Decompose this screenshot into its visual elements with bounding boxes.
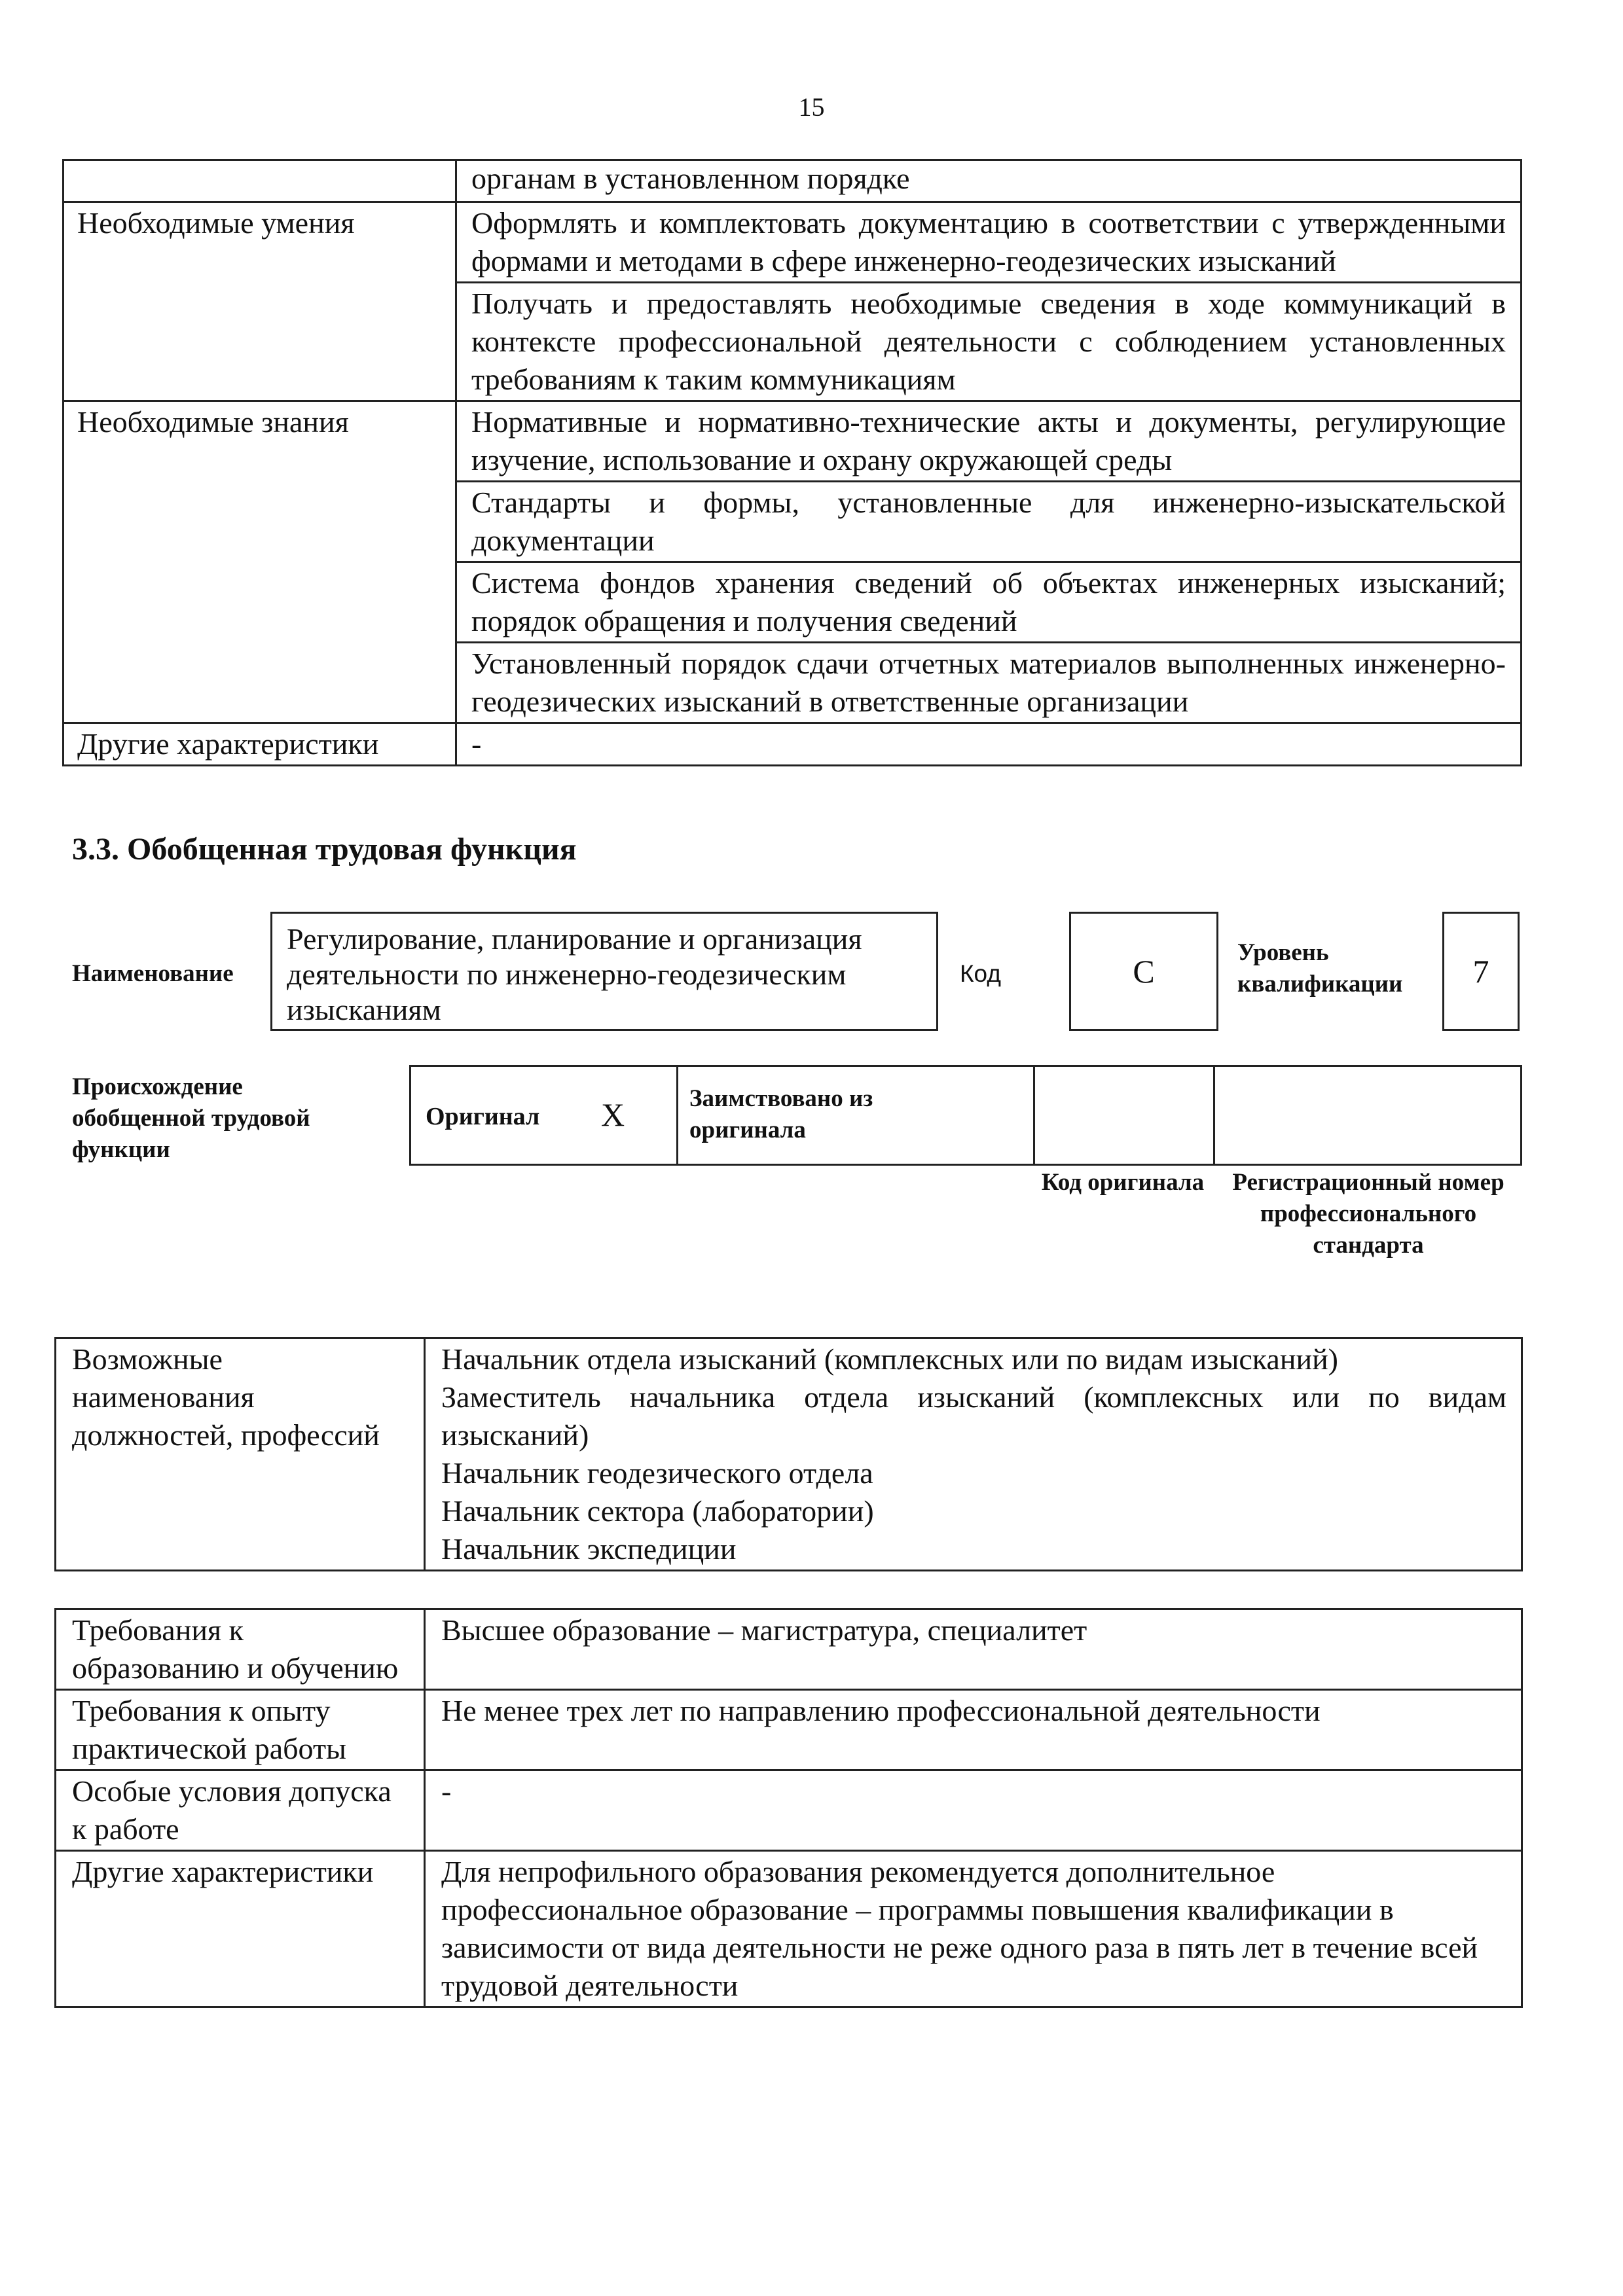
level-value: 7 [1472,953,1489,990]
code-original-caption: Код оригинала [1041,1169,1205,1196]
divider [1033,1067,1035,1164]
code-value: С [1133,953,1155,990]
requirement-label: Особые условия допуска к работе [56,1770,425,1851]
skills-knowledge-table [62,159,1522,766]
requirement-value: - [425,1770,1522,1851]
requirements-table [54,1608,1523,2008]
skills-label: Необходимые умения [64,202,456,401]
table-row [64,401,1522,482]
requirement-label: Требования к опыту практической работы [56,1690,425,1770]
table-row [64,160,1522,202]
table-row [56,1851,1522,2007]
list-item: Заместитель начальника отдела изысканий (комплексных или по видам изысканий) [441,1380,1506,1452]
table-row [56,1690,1522,1770]
knowledge-item: Установленный порядок сдачи отчетных материалов выполненных инженерно-геодезических изысканий в ответственные организации [456,643,1522,723]
origin-table [409,1065,1522,1166]
positions-list [425,1338,1522,1571]
code-label: Код [960,960,1001,987]
other-value: - [456,723,1522,766]
knowledge-label: Необходимые знания [64,401,456,723]
code-box [1069,912,1218,1031]
row-label [64,160,456,202]
divider [676,1067,678,1164]
reg-number-caption: Регистрационный номер профессионального стандарта [1232,1169,1504,1259]
function-name: Регулирование, планирование и организация деятельности по инженерно-геодезическим изысканиям [287,922,862,1026]
requirement-value: Не менее трех лет по направлению профессиональной деятельности [425,1690,1522,1770]
table-row [56,1609,1522,1690]
list-item: Начальник сектора (лаборатории) [441,1494,874,1528]
list-item: Начальник отдела изысканий (комплексных или по видам изысканий) [441,1342,1339,1376]
level-label: Уровень квалификации [1237,939,1403,997]
table-row [64,723,1522,766]
skill-item: Оформлять и комплектовать документацию в соответствии с утвержденными формами и методами в сфере инженерно-геодезических изысканий [456,202,1522,283]
knowledge-item: Система фондов хранения сведений об объектах инженерных изысканий; порядок обращения и получения сведений [456,562,1522,643]
requirement-value: Для непрофильного образования рекомендуется дополнительное профессиональное образование – программы повышения квалификации в зависимости от вида деятельности не реже одного раза в пять лет в течение всей трудовой деятельности [425,1851,1522,2007]
requirement-label: Другие характеристики [56,1851,425,2007]
list-item: Начальник геодезического отдела [441,1456,873,1490]
section-title: 3.3. Обобщенная трудовая функция [72,832,577,867]
knowledge-item: Стандарты и формы, установленные для инженерно-изыскательской документации [456,482,1522,562]
row-item: органам в установленном порядке [456,160,1522,202]
name-label: Наименование [72,960,234,987]
borrowed-label: Заимствовано из оригинала [689,1085,873,1143]
positions-label: Возможные наименования должностей, профессий [56,1338,425,1571]
level-box [1442,912,1520,1031]
original-label: Оригинал [426,1103,540,1130]
list-item: Начальник экспедиции [441,1532,737,1566]
table-row [64,202,1522,283]
original-mark: X [601,1096,625,1133]
name-box [270,912,938,1031]
page-number: 15 [798,92,825,122]
table-row [56,1338,1522,1571]
divider [1213,1067,1215,1164]
table-row [56,1770,1522,1851]
positions-table [54,1337,1523,1571]
skill-item: Получать и предоставлять необходимые сведения в ходе коммуникаций в контексте профессиональной деятельности с соблюдением установленных требованиям к таким коммуникациям [456,283,1522,401]
knowledge-item: Нормативные и нормативно-технические акты и документы, регулирующие изучение, использование и охрану окружающей среды [456,401,1522,482]
requirement-value: Высшее образование – магистратура, специалитет [425,1609,1522,1690]
origin-label: Происхождение обобщенной трудовой функции [72,1073,310,1163]
requirement-label: Требования к образованию и обучению [56,1609,425,1690]
other-label: Другие характеристики [64,723,456,766]
